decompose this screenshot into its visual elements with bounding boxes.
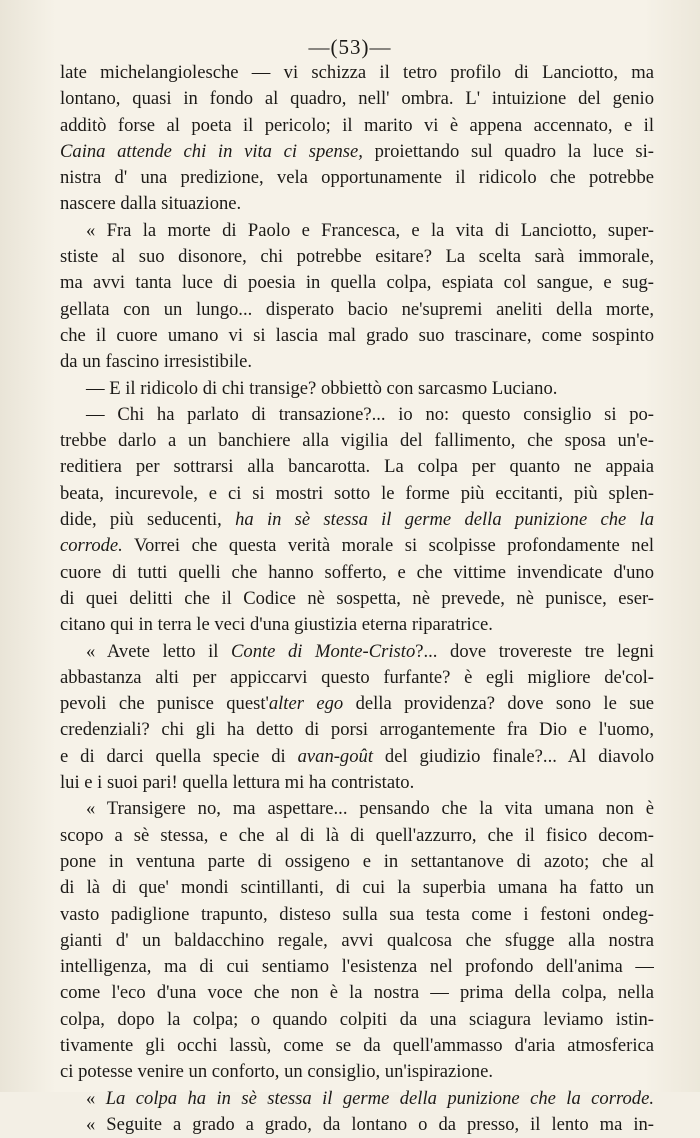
text-line [60,717,654,743]
body-text [60,60,654,1138]
text-line [60,402,654,428]
text-segment: di quei delitti che il Codice nè sospetta, nè prevede, nè punisce, eser- [60,587,654,609]
text-segment: di là di que' mondi scintillanti, di cui la superbia umana ha fatto un [60,877,654,899]
italic-text: ha in sè stessa il germe della punizione che la [235,509,654,531]
text-segment: dide, più seducenti, [60,509,236,531]
italic-text: Conte di Monte-Cristo [231,640,416,662]
text-line [60,954,654,980]
text-line [60,113,654,139]
text-segment: trebbe darlo a un banchiere alla vigilia del fallimento, che sposa un'e- [60,430,654,452]
text-segment: cuore di tutti quelli che hanno sofferto, e che vittime invendicate d'uno [60,561,654,583]
text-line [60,612,654,638]
italic-text: La colpa ha in sè stessa il germe della punizione che la corrode. [105,1087,654,1109]
text-segment: Vorrei che questa verità morale si scolpisse profondamente nel [122,535,654,557]
text-line [60,823,654,849]
text-segment: abbastanza alti per appiccarvi questo furfante? è egli migliore de'col- [60,666,654,688]
text-line [60,270,654,296]
text-segment: da un fascino irresistibile. [60,351,253,373]
text-segment: nascere dalla situazione. [60,193,242,215]
text-segment: proiettando sul quadro la luce si- [362,140,654,162]
text-segment: « Transigere no, ma aspettare... pensando che la vita umana non è [86,798,654,820]
text-line [60,349,654,375]
text-segment: colpa, dopo la colpa; o quando colpiti da una sciagura leviamo istin- [60,1008,654,1030]
text-segment: nistra d' una predizione, vela opportunamente il ridicolo che potrebbe [60,167,654,189]
italic-text: avan-goût [297,745,373,767]
text-line [60,507,654,533]
text-line [60,323,654,349]
text-line [60,902,654,928]
text-line [60,770,654,796]
text-segment: late michelangiolesche — vi schizza il tetro profilo di Lanciotto, ma [60,62,654,83]
text-line [60,218,654,244]
text-segment: lontano, quasi in fondo al quadro, nell' ombra. L' intuizione del genio [60,88,654,110]
text-line [60,980,654,1006]
text-line [60,1059,654,1085]
text-line [60,1007,654,1033]
text-line [60,796,654,822]
text-segment: vasto padiglione trapunto, disteso sulla sua testa come i festoni ondeg- [60,903,654,925]
text-line [60,533,654,559]
text-line [60,1086,654,1112]
page-number: —(53)— [308,35,392,59]
text-line [60,86,654,112]
text-segment: beata, incurevole, e ci si mostri sotto le forme più eccitanti, più splen- [60,482,654,504]
text-line [60,297,654,323]
text-segment: — Chi ha parlato di transazione?... io no: questo consiglio si po- [86,403,654,425]
text-line [60,586,654,612]
text-line [60,139,654,165]
text-segment: del giudizio finale?... Al diavolo [373,745,654,767]
italic-text: alter ego [268,693,344,715]
text-segment: stiste al suo disonore, chi potrebbe esitare? La scelta sarà immorale, [60,246,654,268]
text-segment: lui e i suoi pari! quella lettura mi ha contristato. [60,772,415,794]
text-line [60,665,654,691]
text-line [60,1112,654,1138]
text-segment: — E il ridicolo di chi transige? obbiettò con sarcasmo Luciano. [86,377,558,399]
text-line [60,376,654,402]
text-segment: ci potesse venire un conforto, un consiglio, un'ispirazione. [60,1061,493,1083]
text-line [60,454,654,480]
text-segment: citano qui in terra le veci d'una giustizia eterna riparatrice. [60,614,493,636]
text-segment: della providenza? dove sono le sue [343,693,654,715]
text-segment: intelligenza, ma di cui sentiamo l'esistenza nel profondo dell'anima — [60,956,654,978]
text-line [60,60,654,86]
text-line [60,165,654,191]
text-segment: ma avvi tanta luce di poesia in quella colpa, espiata col sangue, e sug- [60,272,654,294]
text-segment: che il cuore umano vi si lascia mal grado suo trascinare, come sospinto [60,324,654,346]
text-segment: additò forse al poeta il pericolo; il marito vi è appena accennato, e il [60,114,654,136]
text-segment: e di darci quella specie di [60,745,298,767]
text-segment: pevoli che punisce quest' [60,693,269,715]
text-segment: « Avete letto il [86,640,231,662]
ink-mark [449,1050,455,1072]
italic-text: Caina attende chi in vita ci spense, [60,140,363,162]
text-segment: « Fra la morte di Paolo e Francesca, e la vita di Lanciotto, super- [86,219,654,241]
text-segment: tivamente gli occhi lassù, come se da quell'ammasso d'aria atmosferica [60,1034,654,1056]
text-line [60,849,654,875]
text-line [60,639,654,665]
text-segment: pone in ventuna parte di ossigeno e in settantanove di azoto; che al [60,850,654,872]
text-segment: credenziali? chi gli ha detto di porsi arrogantemente fra Dio e l'uomo, [60,719,654,741]
text-line [60,481,654,507]
text-segment: gianti d' un baldacchino regale, avvi qualcosa che sfugge alla nostra [60,929,654,951]
text-line [60,191,654,217]
text-segment: reditiera per sottrarsi alla bancarotta. La colpa per quanto ne appaia [60,456,654,478]
text-line [60,691,654,717]
text-segment: « [86,1087,106,1109]
text-line [60,875,654,901]
text-segment: come l'eco d'una voce che non è la nostra — prima della colpa, nella [60,982,654,1004]
text-segment: gellata con un lungo... disperato bacio ne'supremi aneliti della morte, [60,298,654,320]
text-line [60,560,654,586]
text-segment: scopo a sè stessa, e che al di là di quell'azzurro, che il fisico decom- [60,824,654,846]
text-segment: ?... dove trovereste tre legni [415,640,654,662]
text-line [60,244,654,270]
text-line [60,744,654,770]
text-line [60,928,654,954]
text-line [60,1033,654,1059]
italic-text: corrode. [60,535,123,557]
text-segment: « Seguite a grado a grado, da lontano o da presso, il lento ma in- [86,1113,654,1135]
text-line [60,428,654,454]
